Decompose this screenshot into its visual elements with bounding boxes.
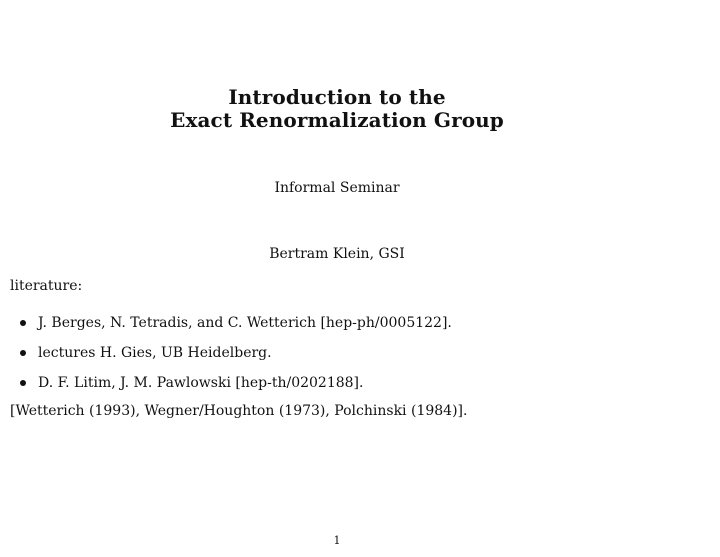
literature-item [20, 368, 452, 398]
bullet-icon [20, 350, 26, 356]
references-line: [Wetterich (1993), Wegner/Houghton (1973), Polchinski (1984)]. [10, 403, 468, 419]
title-line-1: Introduction to the [228, 85, 446, 109]
literature-list [20, 308, 452, 398]
title-line-2: Exact Renormalization Group [170, 108, 504, 132]
literature-item-text: D. F. Litim, J. M. Pawlowski [hep-th/0202188]. [38, 375, 364, 391]
bullet-icon [20, 380, 26, 386]
literature-item-text: lectures H. Gies, UB Heidelberg. [38, 345, 272, 361]
author-line: Bertram Klein, GSI [269, 246, 405, 262]
literature-item [20, 338, 452, 368]
page-number: 1 [333, 534, 341, 547]
bullet-icon [20, 320, 26, 326]
literature-item-text: J. Berges, N. Tetradis, and C. Wetterich [hep-ph/0005122]. [38, 315, 452, 331]
literature-item [20, 308, 452, 338]
literature-label: literature: [10, 278, 83, 294]
slide-title [0, 86, 674, 132]
subtitle: Informal Seminar [274, 180, 400, 196]
